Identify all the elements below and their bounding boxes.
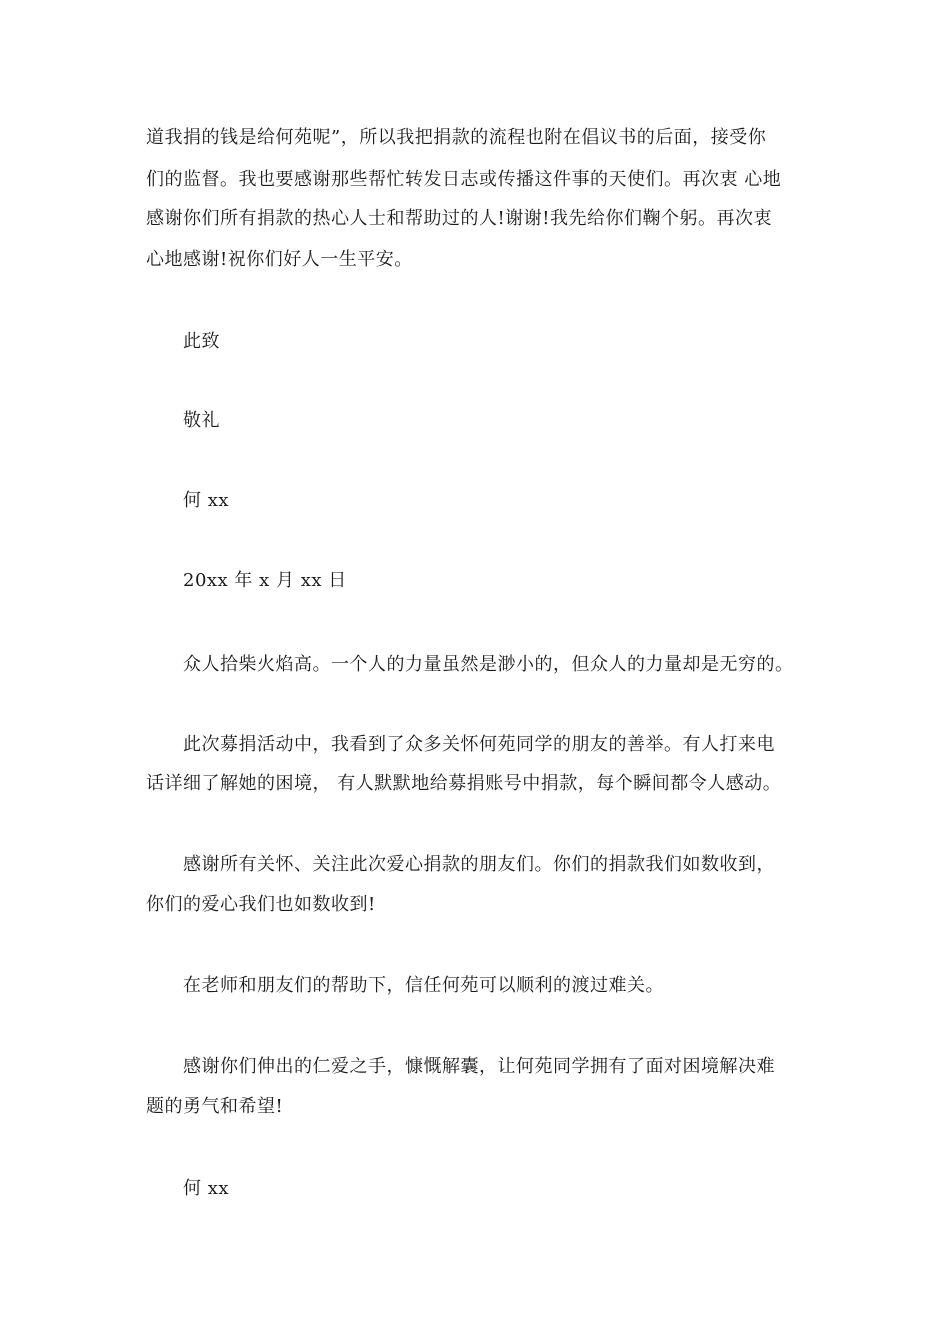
signature-name: 何 xx [183,1178,230,1199]
paragraph-line: 感谢所有关怀、关注此次爱心捐款的朋友们。你们的捐款我们如数收到， [183,854,775,875]
paragraph-line: 你们的爱心我们也如数收到! [146,894,376,915]
paragraph-line: 感谢你们所有捐款的热心人士和帮助过的人!谢谢!我先给你们鞠个躬。再次衷 [146,208,772,229]
paragraph-line: 道我捐的钱是给何苑呢”，所以我把捐款的流程也附在倡议书的后面，接受你 [146,127,767,148]
paragraph-line: 在老师和朋友们的帮助下，信任何苑可以顺利的渡过难关。 [183,975,664,996]
paragraph-line: 众人拾柴火焰高。一个人的力量虽然是渺小的，但众人的力量却是无穷的。 [183,654,794,675]
paragraph-line: 心地感谢!祝你们好人一生平安。 [146,249,413,270]
paragraph-line: 感谢你们伸出的仁爱之手，慷慨解囊，让何苑同学拥有了面对困境解决难 [183,1056,775,1077]
paragraph-line: 题的勇气和希望! [146,1096,284,1117]
signature-name: 何 xx [183,490,230,511]
paragraph-line: 们的监督。我也要感谢那些帮忙转发日志或传播这件事的天使们。再次衷 心地 [146,169,782,190]
paragraph-line: 话详细了解她的困境， 有人默默地给募捐账号中捐款，每个瞬间都令人感动。 [146,773,782,794]
closing-salutation: 此致 [183,331,220,352]
signature-date: 20xx 年 x 月 xx 日 [183,570,347,591]
paragraph-line: 此次募捐活动中，我看到了众多关怀何苑同学的朋友的善举。有人打来电 [183,734,775,755]
closing-regards: 敬礼 [183,410,220,431]
